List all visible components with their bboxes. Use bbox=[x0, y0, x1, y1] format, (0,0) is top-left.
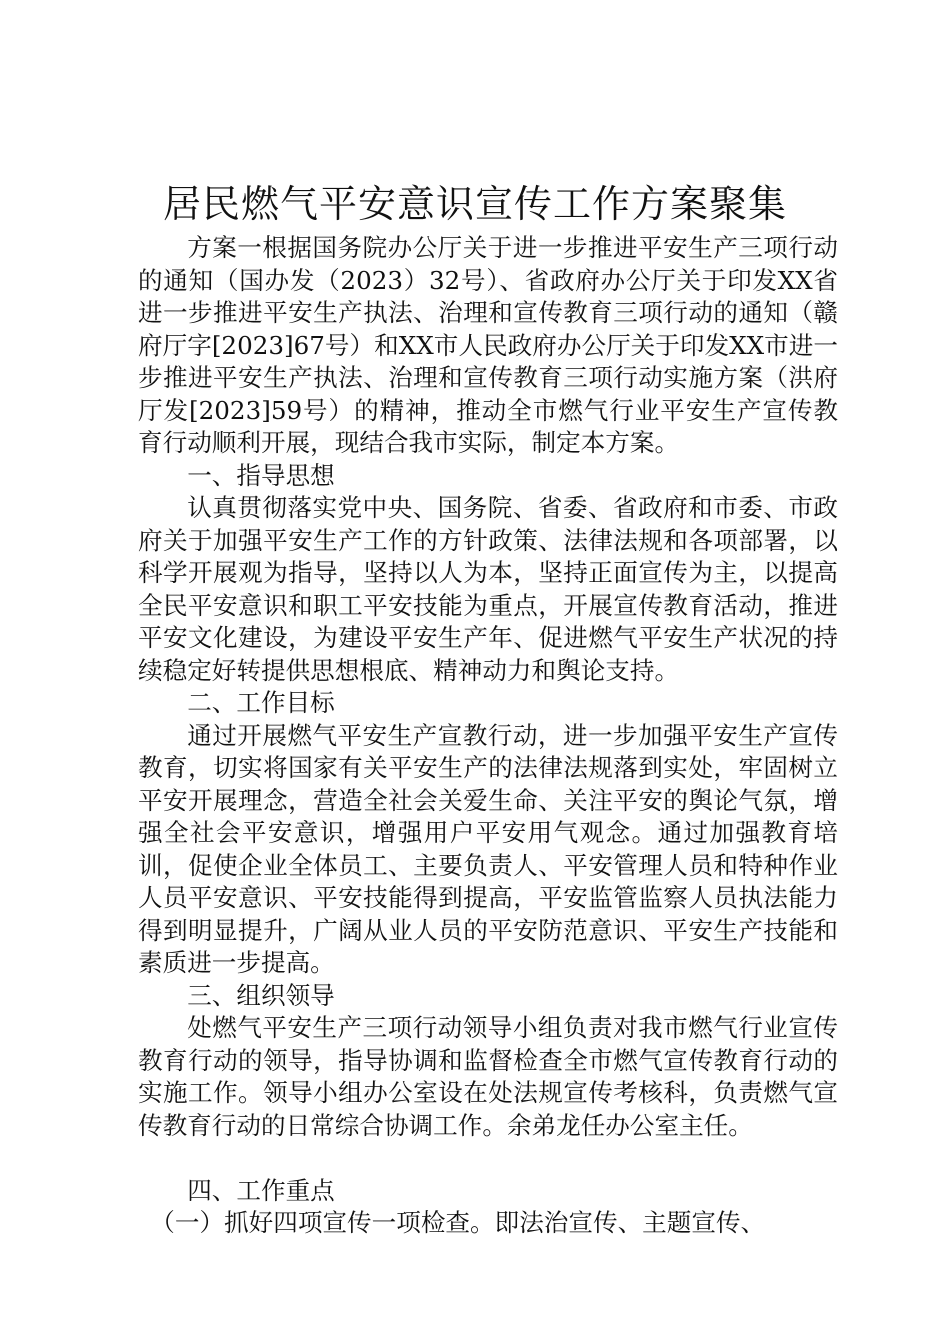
paragraph-intro: 方案一根据国务院办公厅关于进一步推进平安生产三项行动的通知（国办发（2023）32号）、省政府办公厅关于印发XX省进一步推进平安生产执法、治理和宣传教育三项行动的通知（赣府厅字[2023]67号）和XX市人民政府办公厅关于印发XX市进一步推进平安生产执法、治理和宣传教育三项行动实施方案（洪府厅发[2023]59号）的精神，推动全市燃气行业平安生产宣传教育行动顺利开展，现结合我市实际，制定本方案。 bbox=[138, 233, 838, 457]
paragraph-work-goals: 通过开展燃气平安生产宣教行动，进一步加强平安生产宣传教育，切实将国家有关平安生产的法律法规落到实处，牢固树立平安开展理念，营造全社会关爱生命、关注平安的舆论气氛，增强全社会平安意识，增强用户平安用气观念。通过加强教育培训，促使企业全体员工、主要负责人、平安管理人员和特种作业人员平安意识、平安技能得到提高，平安监管监察人员执法能力得到明显提升，广阔从业人员的平安防范意识、平安生产技能和素质进一步提高。 bbox=[138, 720, 838, 977]
document-body bbox=[138, 232, 838, 1240]
document-title: 居民燃气平安意识宣传工作方案聚集 bbox=[162, 182, 787, 226]
paragraph-organization: 处燃气平安生产三项行动领导小组负责对我市燃气行业宣传教育行动的领导，指导协调和监督检查全市燃气宣传教育行动的实施工作。领导小组办公室设在处法规宣传考核科，负责燃气宣传教育行动的日常综合协调工作。余弟龙任办公室主任。 bbox=[138, 1013, 838, 1140]
heading-work-goals: 二、工作目标 bbox=[187, 688, 335, 717]
paragraph-guiding-ideology: 认真贯彻落实党中央、国务院、省委、省政府和市委、市政府关于加强平安生产工作的方针政策、法律法规和各项部署，以科学开展观为指导，坚持以人为本，坚持正面宣传为主，以提高全民平安意识和职工平安技能为重点，开展宣传教育活动，推进平安文化建设，为建设平安生产年、促进燃气平安生产状况的持续稳定好转提供思想根底、精神动力和舆论支持。 bbox=[138, 493, 838, 685]
heading-work-focus: 四、工作重点 bbox=[187, 1175, 335, 1205]
paragraph-work-focus-1: （一）抓好四项宣传一项检查。即法治宣传、主题宣传、 bbox=[150, 1208, 766, 1237]
heading-guiding-ideology: 一、指导思想 bbox=[187, 460, 335, 490]
heading-organization: 三、组织领导 bbox=[187, 980, 335, 1010]
